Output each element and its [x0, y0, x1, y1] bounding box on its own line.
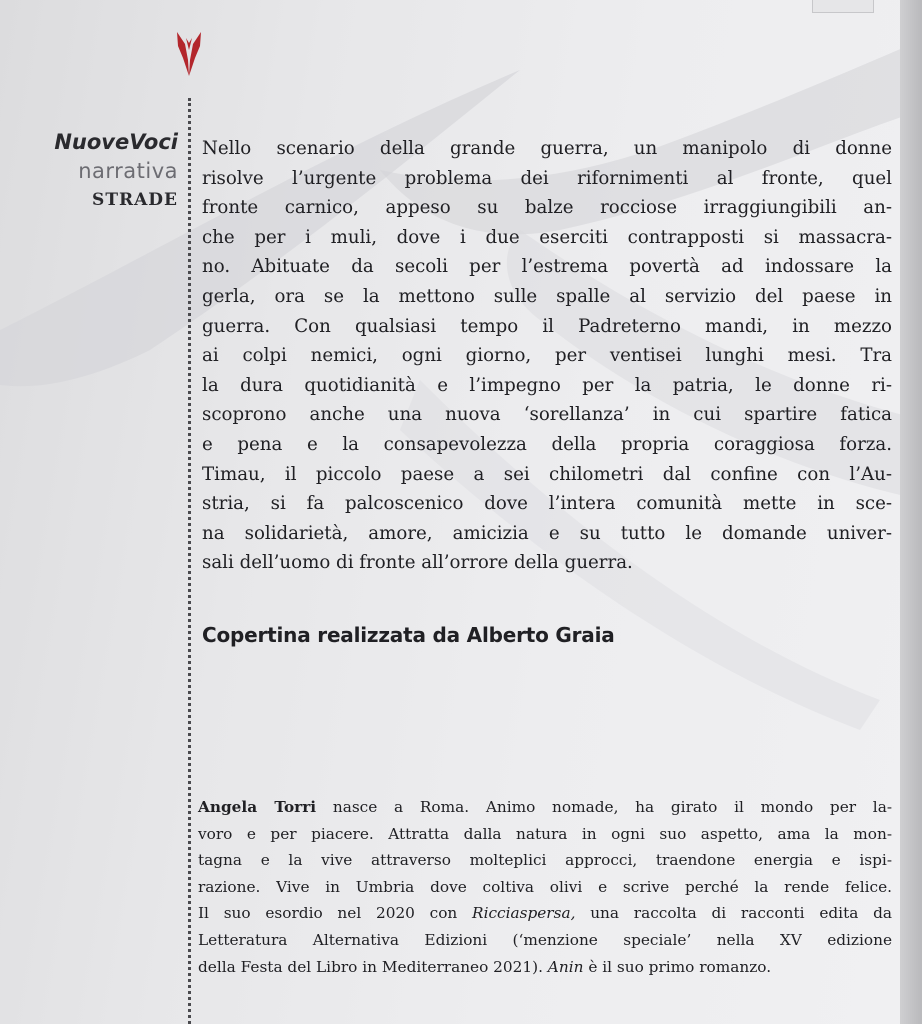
bio-line: [198, 900, 892, 927]
synopsis-line: gerla, ora se la mettono sulle spalle al servizio del paese in: [202, 285, 892, 307]
bio-text: Il suo esordio nel 2020 con: [198, 904, 473, 923]
synopsis-line: la dura quotidianità e l’impegno per la patria, le donne ri-: [202, 374, 892, 396]
synopsis-line: scoprono anche una nuova ‘sorellanza’ in cui spartire fatica: [202, 404, 892, 426]
author-name: Angela Torri: [198, 798, 317, 816]
synopsis-line: stria, si fa palcoscenico dove l’intera comunità mette in sce-: [202, 493, 892, 515]
series-brand: NuoveVoci: [54, 130, 178, 154]
bio-line: [198, 954, 892, 981]
synopsis-line: ai colpi nemici, ogni giorno, per ventisei lunghi mesi. Tra: [202, 345, 892, 367]
synopsis-line: Timau, il piccolo paese a sei chilometri dal confine con l’Au-: [202, 463, 892, 485]
author-bio: [198, 794, 892, 980]
bio-text: è il suo primo romanzo.: [583, 957, 772, 976]
cover-credit: Copertina realizzata da Alberto Graia: [202, 623, 615, 647]
novel-title: Anin: [547, 957, 584, 976]
bio-text: una raccolta di racconti edita da: [575, 904, 892, 923]
synopsis-line: no. Abituate da secoli per l’estrema povertà ad indossare la: [202, 256, 892, 278]
series-genre: narrativa: [78, 159, 178, 183]
synopsis-text: [202, 134, 892, 578]
synopsis-line: che per i muli, dove i due eserciti contrapposti si massacra-: [202, 226, 892, 248]
page-edge: [900, 0, 922, 1024]
bio-line: tagna e la vive attraverso molteplici approcci, traendone energia e ispi-: [198, 851, 892, 870]
bio-line: razione. Vive in Umbria dove coltiva olivi e scrive perché la rende felice.: [198, 877, 892, 896]
series-label: [20, 128, 178, 214]
debut-title: Ricciaspersa,: [472, 904, 576, 923]
synopsis-line: sali dell’uomo di fronte all’orrore della guerra.: [202, 552, 633, 574]
bio-line: [198, 794, 892, 821]
series-collection: STRADE: [92, 190, 178, 210]
synopsis-line: na solidarietà, amore, amicizia e su tutto le domande univer-: [202, 522, 892, 544]
synopsis-line: risolve l’urgente problema dei rifornimenti al fronte, quel: [202, 167, 892, 189]
synopsis-line: Nello scenario della grande guerra, un manipolo di donne: [202, 138, 892, 159]
synopsis-line: fronte carnico, appeso su balze rocciose irraggiungibili an-: [202, 197, 892, 219]
dotted-divider: [188, 98, 191, 1024]
synopsis-line: e pena e la consapevolezza della propria coraggiosa forza.: [202, 433, 892, 455]
page-tab: [812, 0, 874, 13]
bio-line: voro e per piacere. Attratta dalla natura in ogni suo aspetto, ama la mon-: [198, 824, 892, 843]
publisher-logo-icon: [174, 30, 204, 78]
bio-line: Letteratura Alternativa Edizioni (‘menzione speciale’ nella XV edizione: [198, 930, 892, 949]
synopsis-line: guerra. Con qualsiasi tempo il Padreterno mandi, in mezzo: [202, 315, 892, 337]
bio-text: della Festa del Libro in Mediterraneo 2021).: [198, 957, 548, 976]
bio-text: nasce a Roma. Animo nomade, ha girato il mondo per la-: [316, 798, 892, 816]
